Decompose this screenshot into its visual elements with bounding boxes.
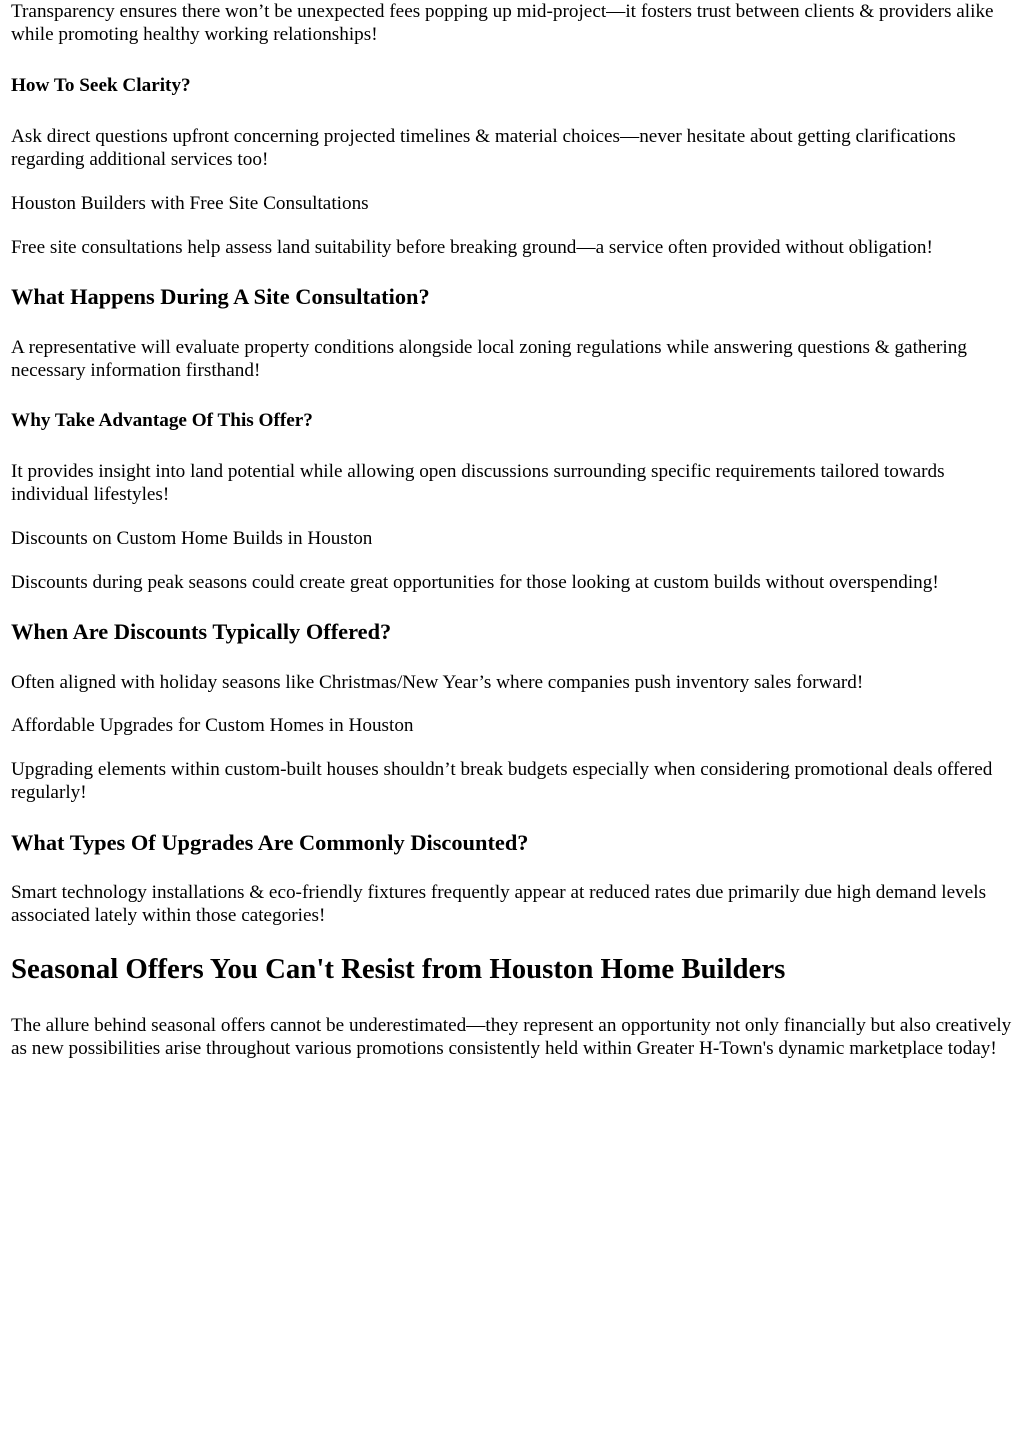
paragraph-discounts: Discounts during peak seasons could create great opportunities for those looking at custom builds without overspending! bbox=[11, 572, 939, 593]
paragraph-free-consultations: Free site consultations help assess land suitability before breaking ground—a service often provided without obligation! bbox=[11, 237, 933, 258]
heading-why-offer: Why Take Advantage Of This Offer? bbox=[11, 410, 313, 431]
paragraph-upgrades-title: Affordable Upgrades for Custom Homes in Houston bbox=[11, 715, 414, 736]
heading-upgrade-types: What Types Of Upgrades Are Commonly Discounted? bbox=[11, 830, 529, 855]
paragraph-transparency: Transparency ensures there won’t be unexpected fees popping up mid-project—it fosters trust between clients & providers alike while promoting healthy working relationships! bbox=[11, 1, 994, 45]
paragraph-why-offer: It provides insight into land potential while allowing open discussions surrounding specific requirements tailored towards individual lifestyles! bbox=[11, 461, 945, 505]
paragraph-when-discounts: Often aligned with holiday seasons like Christmas/New Year’s where companies push inventory sales forward! bbox=[11, 672, 864, 693]
heading-site-consultation: What Happens During A Site Consultation? bbox=[11, 284, 430, 309]
paragraph-site-consultation: A representative will evaluate property conditions alongside local zoning regulations while answering questions & gathering necessary information firsthand! bbox=[11, 337, 967, 381]
paragraph-upgrade-types: Smart technology installations & eco-friendly fixtures frequently appear at reduced rates due primarily due high demand levels associated lately within those categories! bbox=[11, 882, 987, 926]
heading-seek-clarity: How To Seek Clarity? bbox=[11, 75, 191, 96]
heading-seasonal-offers: Seasonal Offers You Can't Resist from Houston Home Builders bbox=[11, 953, 786, 985]
paragraph-seek-clarity: Ask direct questions upfront concerning projected timelines & material choices—never hesitate about getting clarifications regarding additional services too! bbox=[11, 126, 956, 170]
paragraph-free-consultations-title: Houston Builders with Free Site Consultations bbox=[11, 193, 369, 214]
paragraph-upgrades: Upgrading elements within custom-built houses shouldn’t break budgets especially when considering promotional deals offered regularly! bbox=[11, 759, 993, 803]
paragraph-discounts-title: Discounts on Custom Home Builds in Houston bbox=[11, 528, 373, 549]
heading-when-discounts: When Are Discounts Typically Offered? bbox=[11, 619, 392, 644]
paragraph-seasonal-offers: The allure behind seasonal offers cannot be underestimated—they represent an opportunity not only financially but also creatively as new possibilities arise throughout various promotions consistently held within Greater H-Town's dynamic marketplace today! bbox=[11, 1015, 1012, 1059]
